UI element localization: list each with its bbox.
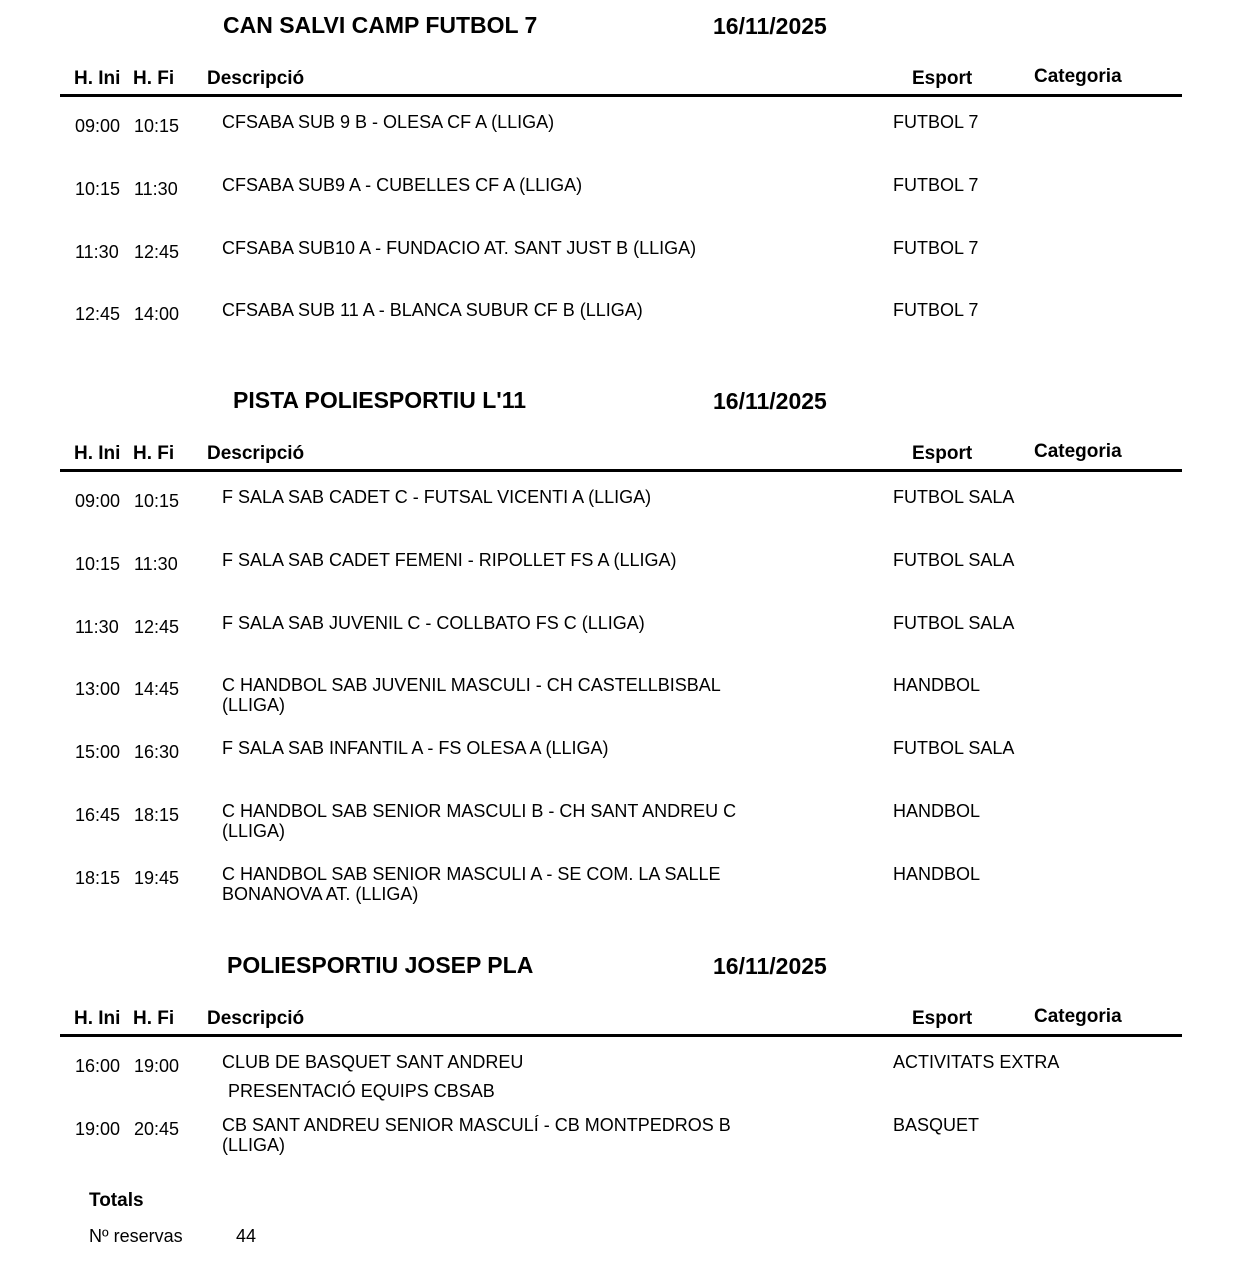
end-time: 12:45 xyxy=(134,616,180,637)
table-row xyxy=(0,1052,1240,1112)
description: C HANDBOL SAB SENIOR MASCULI A - SE COM. LA SALLE BONANOVA AT. (LLIGA) xyxy=(222,863,721,904)
column-header-categoria: Categoria xyxy=(1034,1006,1122,1027)
reservas-value: 44 xyxy=(236,1226,257,1246)
reservas-label: Nº reservas xyxy=(89,1226,183,1246)
end-time: 11:30 xyxy=(134,178,178,199)
column-header-descripcio: Descripció xyxy=(207,1008,305,1029)
end-time: 11:30 xyxy=(134,553,178,574)
column-header-h_ini: H. Ini xyxy=(74,443,121,464)
description: C HANDBOL SAB SENIOR MASCULI B - CH SANT ANDREU C (LLIGA) xyxy=(222,801,737,841)
description: CLUB DE BASQUET SANT ANDREU xyxy=(222,1052,524,1072)
start-time: 19:00 xyxy=(75,1118,121,1139)
sport: FUTBOL 7 xyxy=(893,174,979,195)
end-time: 19:45 xyxy=(134,867,180,888)
start-time: 15:00 xyxy=(75,742,121,763)
table-row xyxy=(0,112,1240,172)
end-time: 19:00 xyxy=(134,1056,180,1076)
column-header-h_ini: H. Ini xyxy=(74,1008,121,1029)
sport: FUTBOL SALA xyxy=(893,549,1015,570)
start-time: 10:15 xyxy=(75,178,121,199)
column-header-h_fi: H. Fi xyxy=(133,68,175,89)
column-header-h_fi: H. Fi xyxy=(133,1008,175,1029)
sport: FUTBOL 7 xyxy=(893,112,979,132)
table-row xyxy=(0,487,1240,547)
start-time: 12:45 xyxy=(75,304,121,325)
sport: HANDBOL xyxy=(893,801,981,821)
sport: FUTBOL SALA xyxy=(893,612,1015,633)
description: F SALA SAB CADET C - FUTSAL VICENTI A (LLIGA) xyxy=(222,487,652,507)
sport: BASQUET xyxy=(893,1114,980,1135)
venue-date: 16/11/2025 xyxy=(713,388,827,414)
table-row xyxy=(0,1115,1240,1175)
end-time: 10:15 xyxy=(134,491,180,511)
description-extra: PRESENTACIÓ EQUIPS CBSAB xyxy=(228,1081,495,1101)
venue-title: PISTA POLIESPORTIU L'11 xyxy=(233,387,527,413)
end-time: 14:00 xyxy=(134,304,180,325)
sport: FUTBOL 7 xyxy=(893,300,979,321)
description: CB SANT ANDREU SENIOR MASCULÍ - CB MONTPEDROS B (LLIGA) xyxy=(222,1114,731,1155)
sport: FUTBOL 7 xyxy=(893,237,979,258)
sport: FUTBOL SALA xyxy=(893,738,1015,759)
end-time: 14:45 xyxy=(134,679,180,700)
table-row xyxy=(0,675,1240,735)
venue-title: POLIESPORTIU JOSEP PLA xyxy=(227,952,534,978)
column-header-categoria: Categoria xyxy=(1034,66,1122,87)
start-time: 11:30 xyxy=(75,616,119,637)
description: CFSABA SUB 11 A - BLANCA SUBUR CF B (LLIGA) xyxy=(222,300,643,321)
column-header-esport: Esport xyxy=(912,68,973,89)
column-header-esport: Esport xyxy=(912,1008,973,1029)
start-time: 13:00 xyxy=(75,679,121,700)
description: C HANDBOL SAB JUVENIL MASCULI - CH CASTELLBISBAL (LLIGA) xyxy=(222,675,721,716)
column-header-h_ini: H. Ini xyxy=(74,68,121,89)
table-row xyxy=(0,738,1240,798)
column-header-categoria: Categoria xyxy=(1034,441,1122,462)
header-divider xyxy=(60,94,1182,97)
table-row xyxy=(0,613,1240,673)
sport: HANDBOL xyxy=(893,863,981,884)
venue-title: CAN SALVI CAMP FUTBOL 7 xyxy=(223,12,538,38)
end-time: 10:15 xyxy=(134,116,180,136)
column-header-descripcio: Descripció xyxy=(207,443,305,464)
header-divider xyxy=(60,469,1182,472)
sport: ACTIVITATS EXTRA xyxy=(893,1052,1060,1072)
description: CFSABA SUB10 A - FUNDACIO AT. SANT JUST B (LLIGA) xyxy=(222,237,697,258)
end-time: 16:30 xyxy=(134,742,180,763)
start-time: 09:00 xyxy=(75,116,121,136)
table-row xyxy=(0,864,1240,924)
start-time: 16:45 xyxy=(75,805,121,825)
table-row xyxy=(0,238,1240,298)
description: F SALA SAB CADET FEMENI - RIPOLLET FS A (LLIGA) xyxy=(222,549,677,570)
table-row xyxy=(0,550,1240,610)
totals-heading: Totals xyxy=(89,1190,144,1211)
end-time: 12:45 xyxy=(134,241,180,262)
column-header-descripcio: Descripció xyxy=(207,68,305,89)
start-time: 18:15 xyxy=(75,867,121,888)
description: CFSABA SUB 9 B - OLESA CF A (LLIGA) xyxy=(222,112,555,132)
column-header-h_fi: H. Fi xyxy=(133,443,175,464)
table-row xyxy=(0,175,1240,235)
sport: HANDBOL xyxy=(893,675,981,696)
sport: FUTBOL SALA xyxy=(893,487,1015,507)
start-time: 09:00 xyxy=(75,491,121,511)
description: CFSABA SUB9 A - CUBELLES CF A (LLIGA) xyxy=(222,174,583,195)
end-time: 20:45 xyxy=(134,1118,180,1139)
start-time: 11:30 xyxy=(75,241,119,262)
start-time: 16:00 xyxy=(75,1056,121,1076)
start-time: 10:15 xyxy=(75,553,121,574)
header-divider xyxy=(60,1034,1182,1037)
column-header-esport: Esport xyxy=(912,443,973,464)
end-time: 18:15 xyxy=(134,805,180,825)
table-row xyxy=(0,300,1240,360)
description: F SALA SAB INFANTIL A - FS OLESA A (LLIGA) xyxy=(222,738,609,759)
venue-date: 16/11/2025 xyxy=(713,953,827,979)
venue-date: 16/11/2025 xyxy=(713,13,827,39)
description: F SALA SAB JUVENIL C - COLLBATO FS C (LLIGA) xyxy=(222,612,645,633)
table-row xyxy=(0,801,1240,861)
